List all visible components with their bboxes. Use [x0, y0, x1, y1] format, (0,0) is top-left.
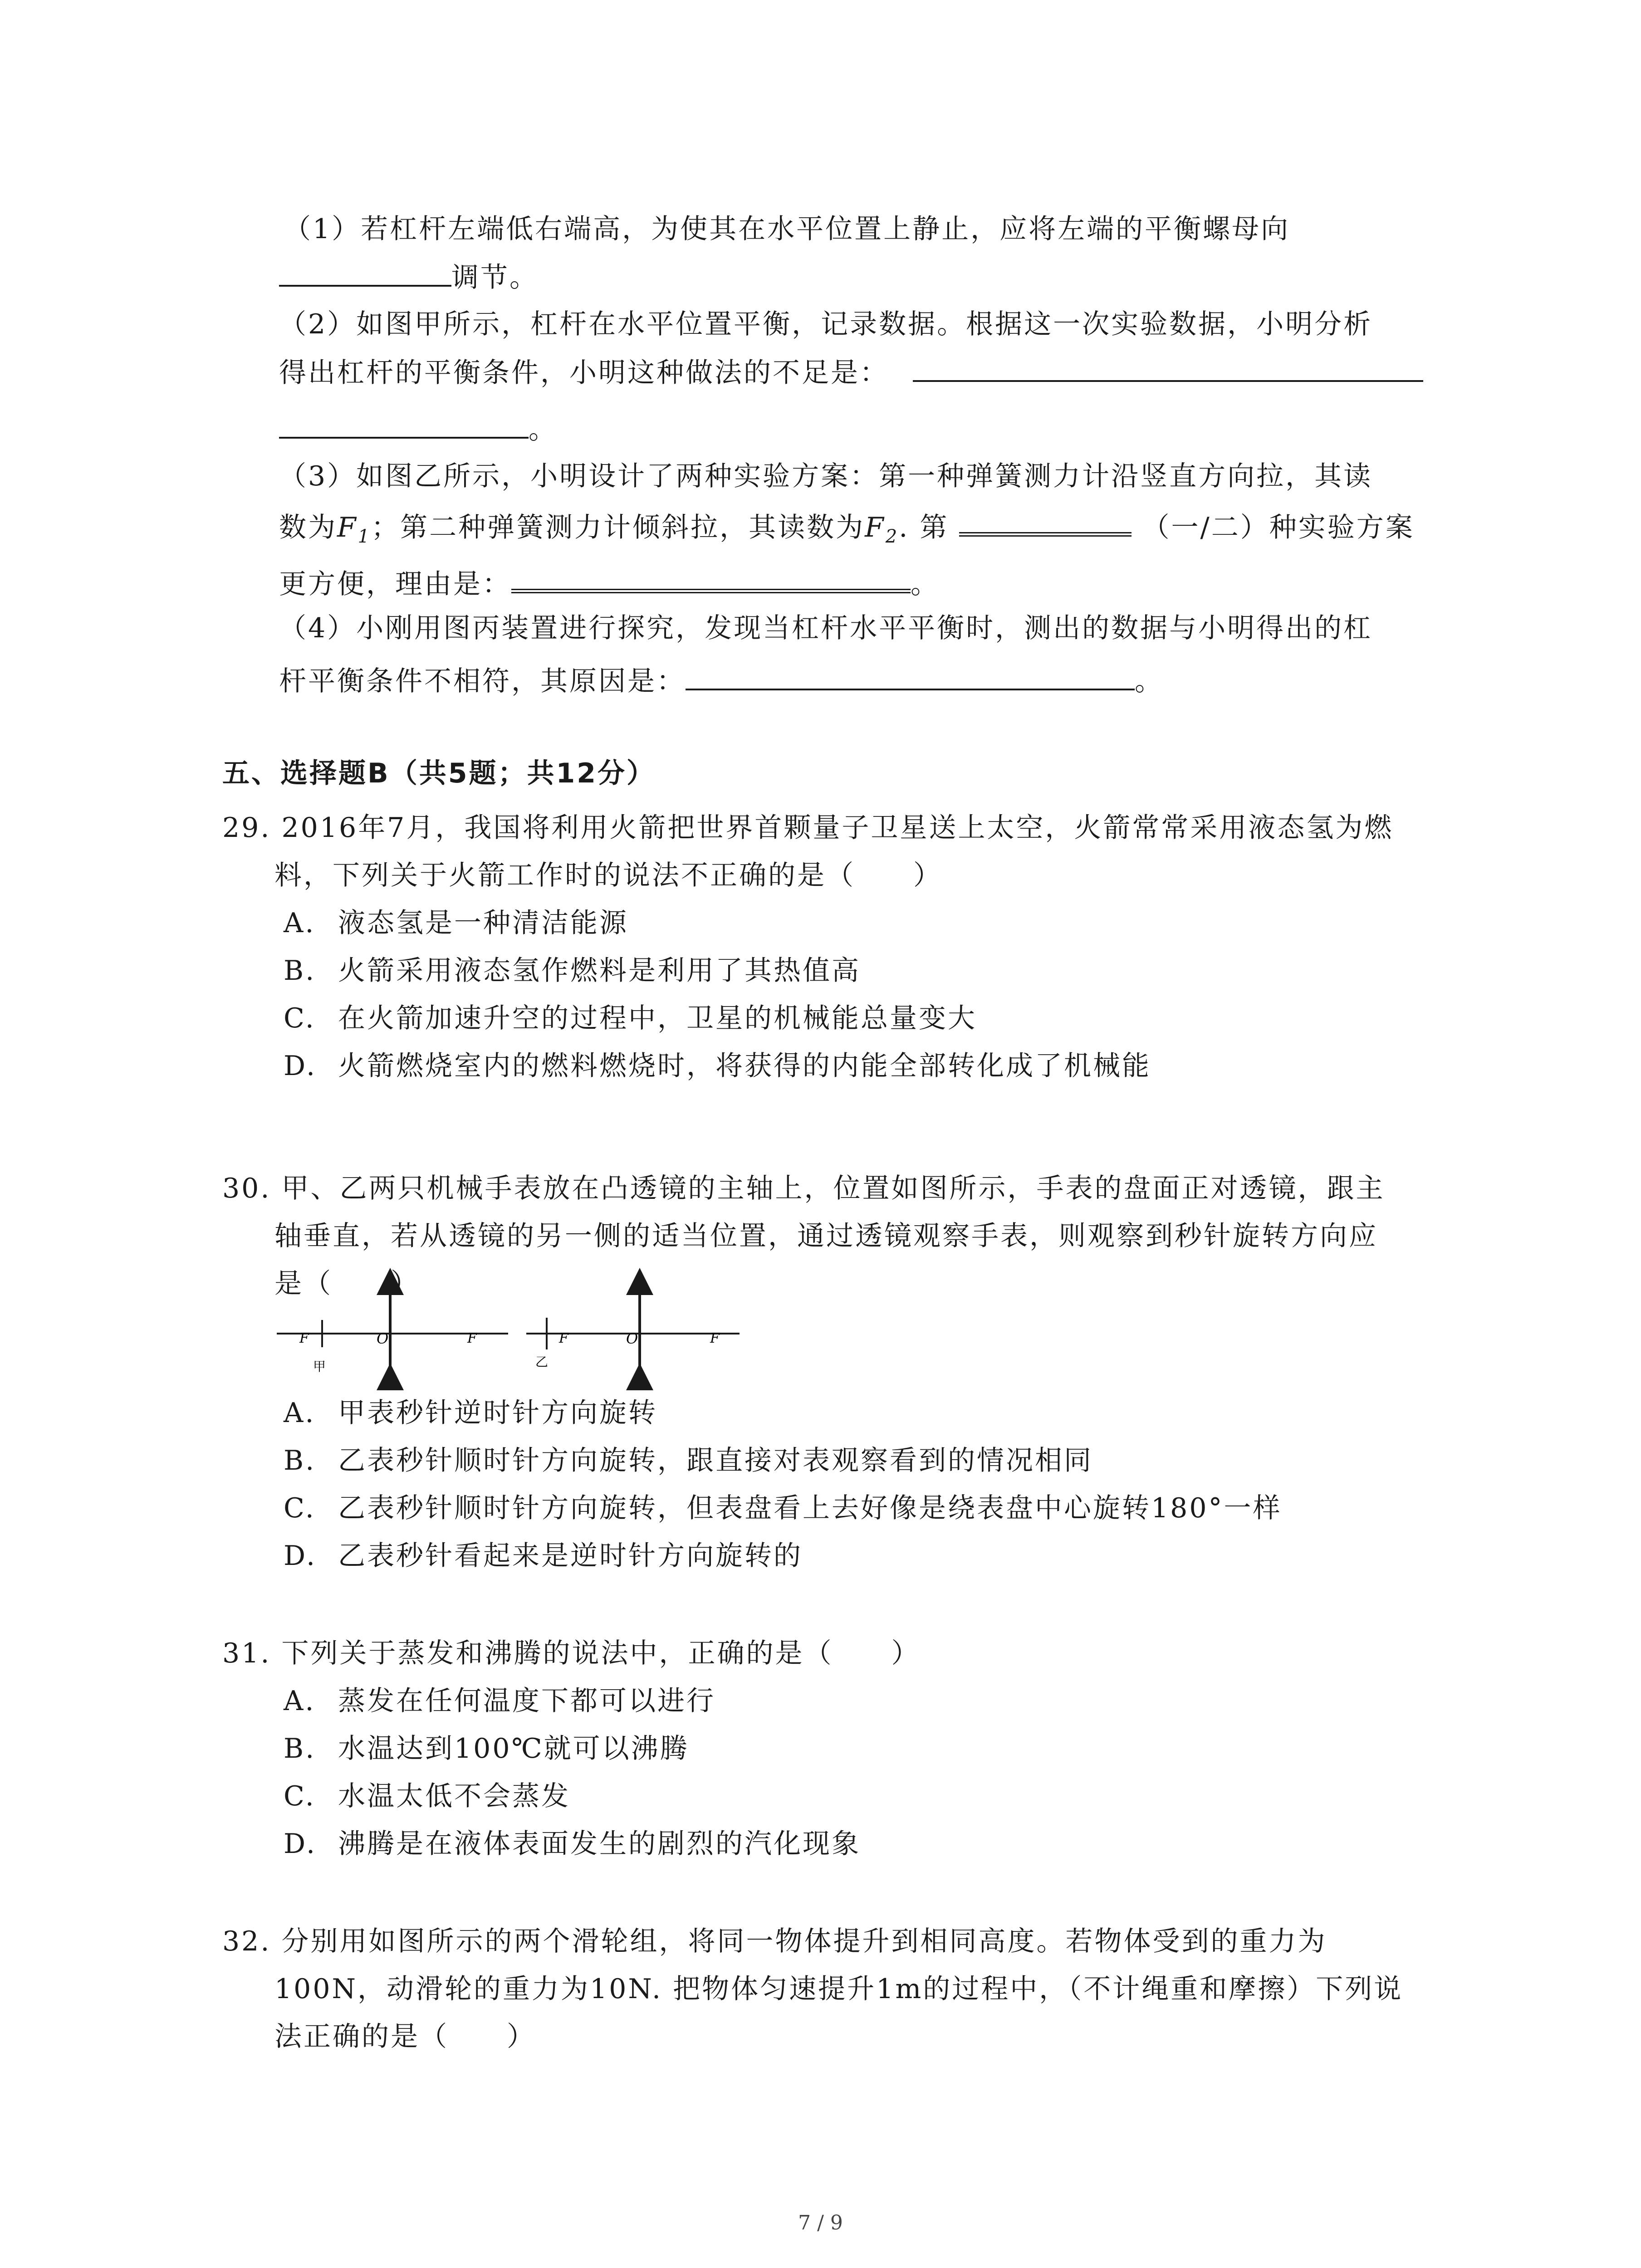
q30-stem-line3: 是（ ）: [274, 1268, 420, 1300]
q29-stem-line2: 料，下列关于火箭工作时的说法不正确的是（ ）: [274, 860, 942, 891]
q29-stem-line1: 29. 2016年7月，我国将利用火箭把世界首颗量子卫星送上太空，火箭常常采用液态氢为燃: [222, 812, 1394, 844]
q30-stem-line2: 轴垂直，若从透镜的另一侧的适当位置，通过透镜观察手表，则观察到秒针旋转方向应: [274, 1220, 1378, 1252]
q1-line1: （1）若杠杆左端低右端高，为使其在水平位置上静止，应将左端的平衡螺母向: [284, 213, 1290, 245]
q31-option-a[interactable]: A. 蒸发在任何温度下都可以进行: [284, 1685, 715, 1717]
q32-stem-line1: 32. 分别用如图所示的两个滑轮组，将同一物体提升到相同高度。若物体受到的重力为: [222, 1926, 1327, 1957]
symbol-F1: $F_1$: [337, 512, 372, 547]
optical-center-label-right: O: [626, 1330, 638, 1347]
q4-line2: 杆平衡条件不相符，其原因是： 。: [279, 662, 1164, 699]
q2-answer-blank-b[interactable]: [279, 411, 529, 439]
q2-line2: 得出杠杆的平衡条件，小明这种做法的不足是：: [279, 354, 1423, 391]
q3-answer-blank-b[interactable]: [511, 562, 911, 593]
q31-option-b[interactable]: B. 水温达到100℃就可以沸腾: [284, 1733, 689, 1765]
q32-stem-line3: 法正确的是（ ）: [274, 2021, 536, 2053]
q2-line3: 。: [279, 411, 558, 448]
q29-option-c[interactable]: C. 在火箭加速升空的过程中，卫星的机械能总量变大: [284, 1002, 977, 1034]
q30-option-c[interactable]: C. 乙表秒针顺时针方向旋转，但表盘看上去好像是绕表盘中心旋转180°一样: [284, 1492, 1282, 1524]
focus-label-right-2: F: [710, 1330, 720, 1346]
q1-line2: 调节。: [279, 259, 539, 296]
q30-option-d[interactable]: D. 乙表秒针看起来是逆时针方向旋转的: [284, 1540, 803, 1572]
q29-option-a[interactable]: A. 液态氢是一种清洁能源: [284, 907, 628, 939]
q3-line3: 更方便，理由是： 。: [279, 562, 940, 602]
q4-answer-blank[interactable]: [686, 662, 1135, 690]
optical-center-label-left: O: [377, 1330, 389, 1347]
q31-stem-line1: 31. 下列关于蒸发和沸腾的说法中，正确的是（ ）: [222, 1637, 921, 1669]
lens-diagram-jia: [277, 1281, 508, 1377]
q3-line1: （3）如图乙所示，小明设计了两种实验方案：第一种弹簧测力计沿竖直方向拉，其读: [279, 460, 1373, 492]
q2-answer-blank-a[interactable]: [913, 354, 1423, 382]
watch-yi-label: 乙: [535, 1354, 549, 1369]
focus-label-left-2: F: [467, 1330, 477, 1346]
page-number: 7 / 9: [798, 2211, 843, 2234]
q30-option-a[interactable]: A. 甲表秒针逆时针方向旋转: [284, 1397, 657, 1429]
section5-heading: 五、选择题B（共5题；共12分）: [222, 758, 656, 789]
lens-diagram-yi: [526, 1281, 740, 1377]
q32-stem-line2: 100N，动滑轮的重力为10N. 把物体匀速提升1m的过程中，（不计绳重和摩擦）下列说: [274, 1973, 1403, 2005]
q29-option-b[interactable]: B. 火箭采用液态氢作燃料是利用了其热值高: [284, 955, 861, 987]
q1-answer-blank[interactable]: [279, 259, 451, 287]
q3-answer-blank-a[interactable]: [959, 506, 1132, 537]
q3-line2: 数为$F_1$；第二种弹簧测力计倾斜拉，其读数为$F_2$. 第 （一/二）种实验方案: [279, 506, 1415, 555]
focus-label-left-1: F: [299, 1330, 309, 1346]
q2-line1: （2）如图甲所示，杠杆在水平位置平衡，记录数据。根据这一次实验数据，小明分析: [279, 308, 1373, 340]
q30-stem-line1: 30. 甲、乙两只机械手表放在凸透镜的主轴上，位置如图所示，手表的盘面正对透镜，跟主: [222, 1173, 1385, 1204]
q31-option-d[interactable]: D. 沸腾是在液体表面发生的剧烈的汽化现象: [284, 1828, 861, 1860]
lens-figure: [272, 1266, 753, 1402]
q29-option-d[interactable]: D. 火箭燃烧室内的燃料燃烧时，将获得的内能全部转化成了机械能: [284, 1050, 1151, 1082]
q31-option-c[interactable]: C. 水温太低不会蒸发: [284, 1780, 570, 1812]
focus-label-right-1: F: [559, 1330, 568, 1346]
q30-option-b[interactable]: B. 乙表秒针顺时针方向旋转，跟直接对表观察看到的情况相同: [284, 1445, 1093, 1476]
symbol-F2: $F_2$: [865, 512, 899, 547]
watch-jia-label: 甲: [313, 1359, 326, 1374]
q4-line1: （4）小刚用图丙装置进行探究，发现当杠杆水平平衡时，测出的数据与小明得出的杠: [279, 612, 1373, 644]
